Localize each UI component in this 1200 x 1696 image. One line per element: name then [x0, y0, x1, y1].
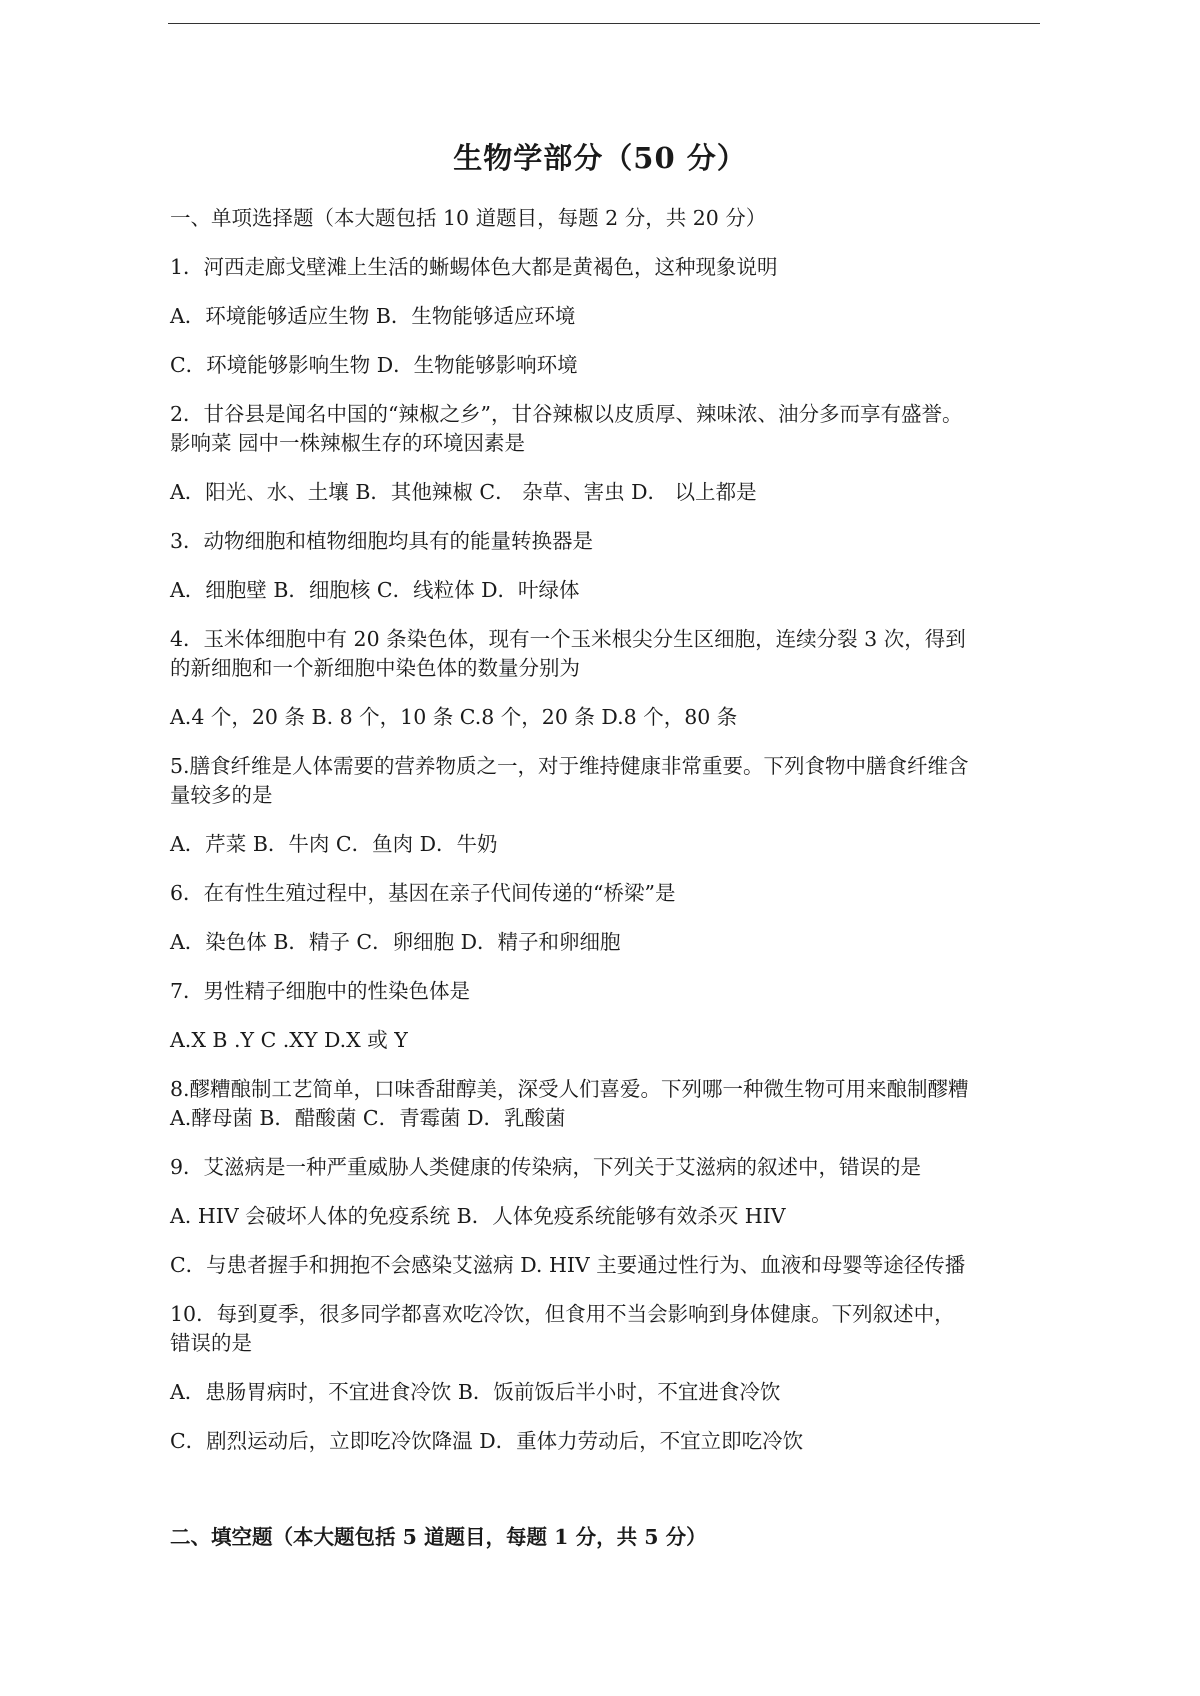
- question-10-options-ab: A．患肠胃病时，不宜进食冷饮 B．饭前饭后半小时，不宜进食冷饮: [170, 1380, 781, 1404]
- question-2-stem-line-2: 影响菜 园中一株辣椒生存的环境因素是: [170, 431, 526, 455]
- question-3-options: A．细胞壁 B．细胞核 C．线粒体 D．叶绿体: [170, 578, 580, 602]
- question-4-options: A.4 个，20 条 B. 8 个，10 条 C.8 个，20 条 D.8 个，80 条: [170, 705, 738, 729]
- question-10-options-cd: C．剧烈运动后，立即吃冷饮降温 D．重体力劳动后，不宜立即吃冷饮: [170, 1429, 804, 1453]
- question-1-stem: 1．河西走廊戈壁滩上生活的蜥蜴体色大都是黄褐色，这种现象说明: [170, 255, 778, 279]
- section-1-heading: 一、单项选择题（本大题包括 10 道题目，每题 2 分，共 20 分）: [170, 206, 767, 230]
- question-7-stem: 7．男性精子细胞中的性染色体是: [170, 979, 471, 1003]
- question-7-options: A.X B .Y C .XY D.X 或 Y: [170, 1028, 408, 1052]
- question-5-stem-line-1: 5.膳食纤维是人体需要的营养物质之一，对于维持健康非常重要。下列食物中膳食纤维含: [170, 754, 969, 778]
- question-10-stem-line-1: 10．每到夏季，很多同学都喜欢吃冷饮，但食用不当会影响到身体健康。下列叙述中，: [170, 1302, 955, 1326]
- question-5-options: A．芹菜 B．牛肉 C．鱼肉 D．牛奶: [170, 832, 498, 856]
- page-title: 生物学部分（50 分）: [453, 141, 747, 175]
- question-3-stem: 3．动物细胞和植物细胞均具有的能量转换器是: [170, 529, 594, 553]
- question-6-options: A．染色体 B．精子 C．卵细胞 D．精子和卵细胞: [170, 930, 621, 954]
- question-5-stem-line-2: 量较多的是: [170, 783, 273, 807]
- question-8-options: A.酵母菌 B．醋酸菌 C．青霉菌 D．乳酸菌: [170, 1106, 566, 1130]
- question-2-stem-line-1: 2．甘谷县是闻名中国的“辣椒之乡”，甘谷辣椒以皮质厚、辣味浓、油分多而享有盛誉。: [170, 402, 963, 426]
- question-9-options-cd: C．与患者握手和拥抱不会感染艾滋病 D. HIV 主要通过性行为、血液和母婴等途径传播: [170, 1253, 966, 1277]
- question-2-options: A．阳光、水、土壤 B．其他辣椒 C． 杂草、害虫 D． 以上都是: [170, 480, 757, 504]
- question-9-options-ab: A. HIV 会破坏人体的免疫系统 B．人体免疫系统能够有效杀灭 HIV: [170, 1204, 786, 1228]
- question-10-stem-line-2: 错误的是: [170, 1331, 252, 1355]
- question-1-options-ab: A．环境能够适应生物 B．生物能够适应环境: [170, 304, 576, 328]
- question-1-options-cd: C．环境能够影响生物 D．生物能够影响环境: [170, 353, 578, 377]
- question-4-stem-line-1: 4．玉米体细胞中有 20 条染色体，现有一个玉米根尖分生区细胞，连续分裂 3 次，得到: [170, 627, 966, 651]
- question-6-stem: 6．在有性生殖过程中，基因在亲子代间传递的“桥梁”是: [170, 881, 676, 905]
- section-2-heading: 二、填空题（本大题包括 5 道题目，每题 1 分，共 5 分）: [170, 1525, 707, 1549]
- header-rule: [168, 23, 1040, 24]
- question-9-stem: 9．艾滋病是一种严重威胁人类健康的传染病，下列关于艾滋病的叙述中，错误的是: [170, 1155, 922, 1179]
- question-4-stem-line-2: 的新细胞和一个新细胞中染色体的数量分别为: [170, 656, 580, 680]
- question-8-stem: 8.醪糟酿制工艺简单，口味香甜醇美，深受人们喜爱。下列哪一种微生物可用来酿制醪糟: [170, 1077, 969, 1101]
